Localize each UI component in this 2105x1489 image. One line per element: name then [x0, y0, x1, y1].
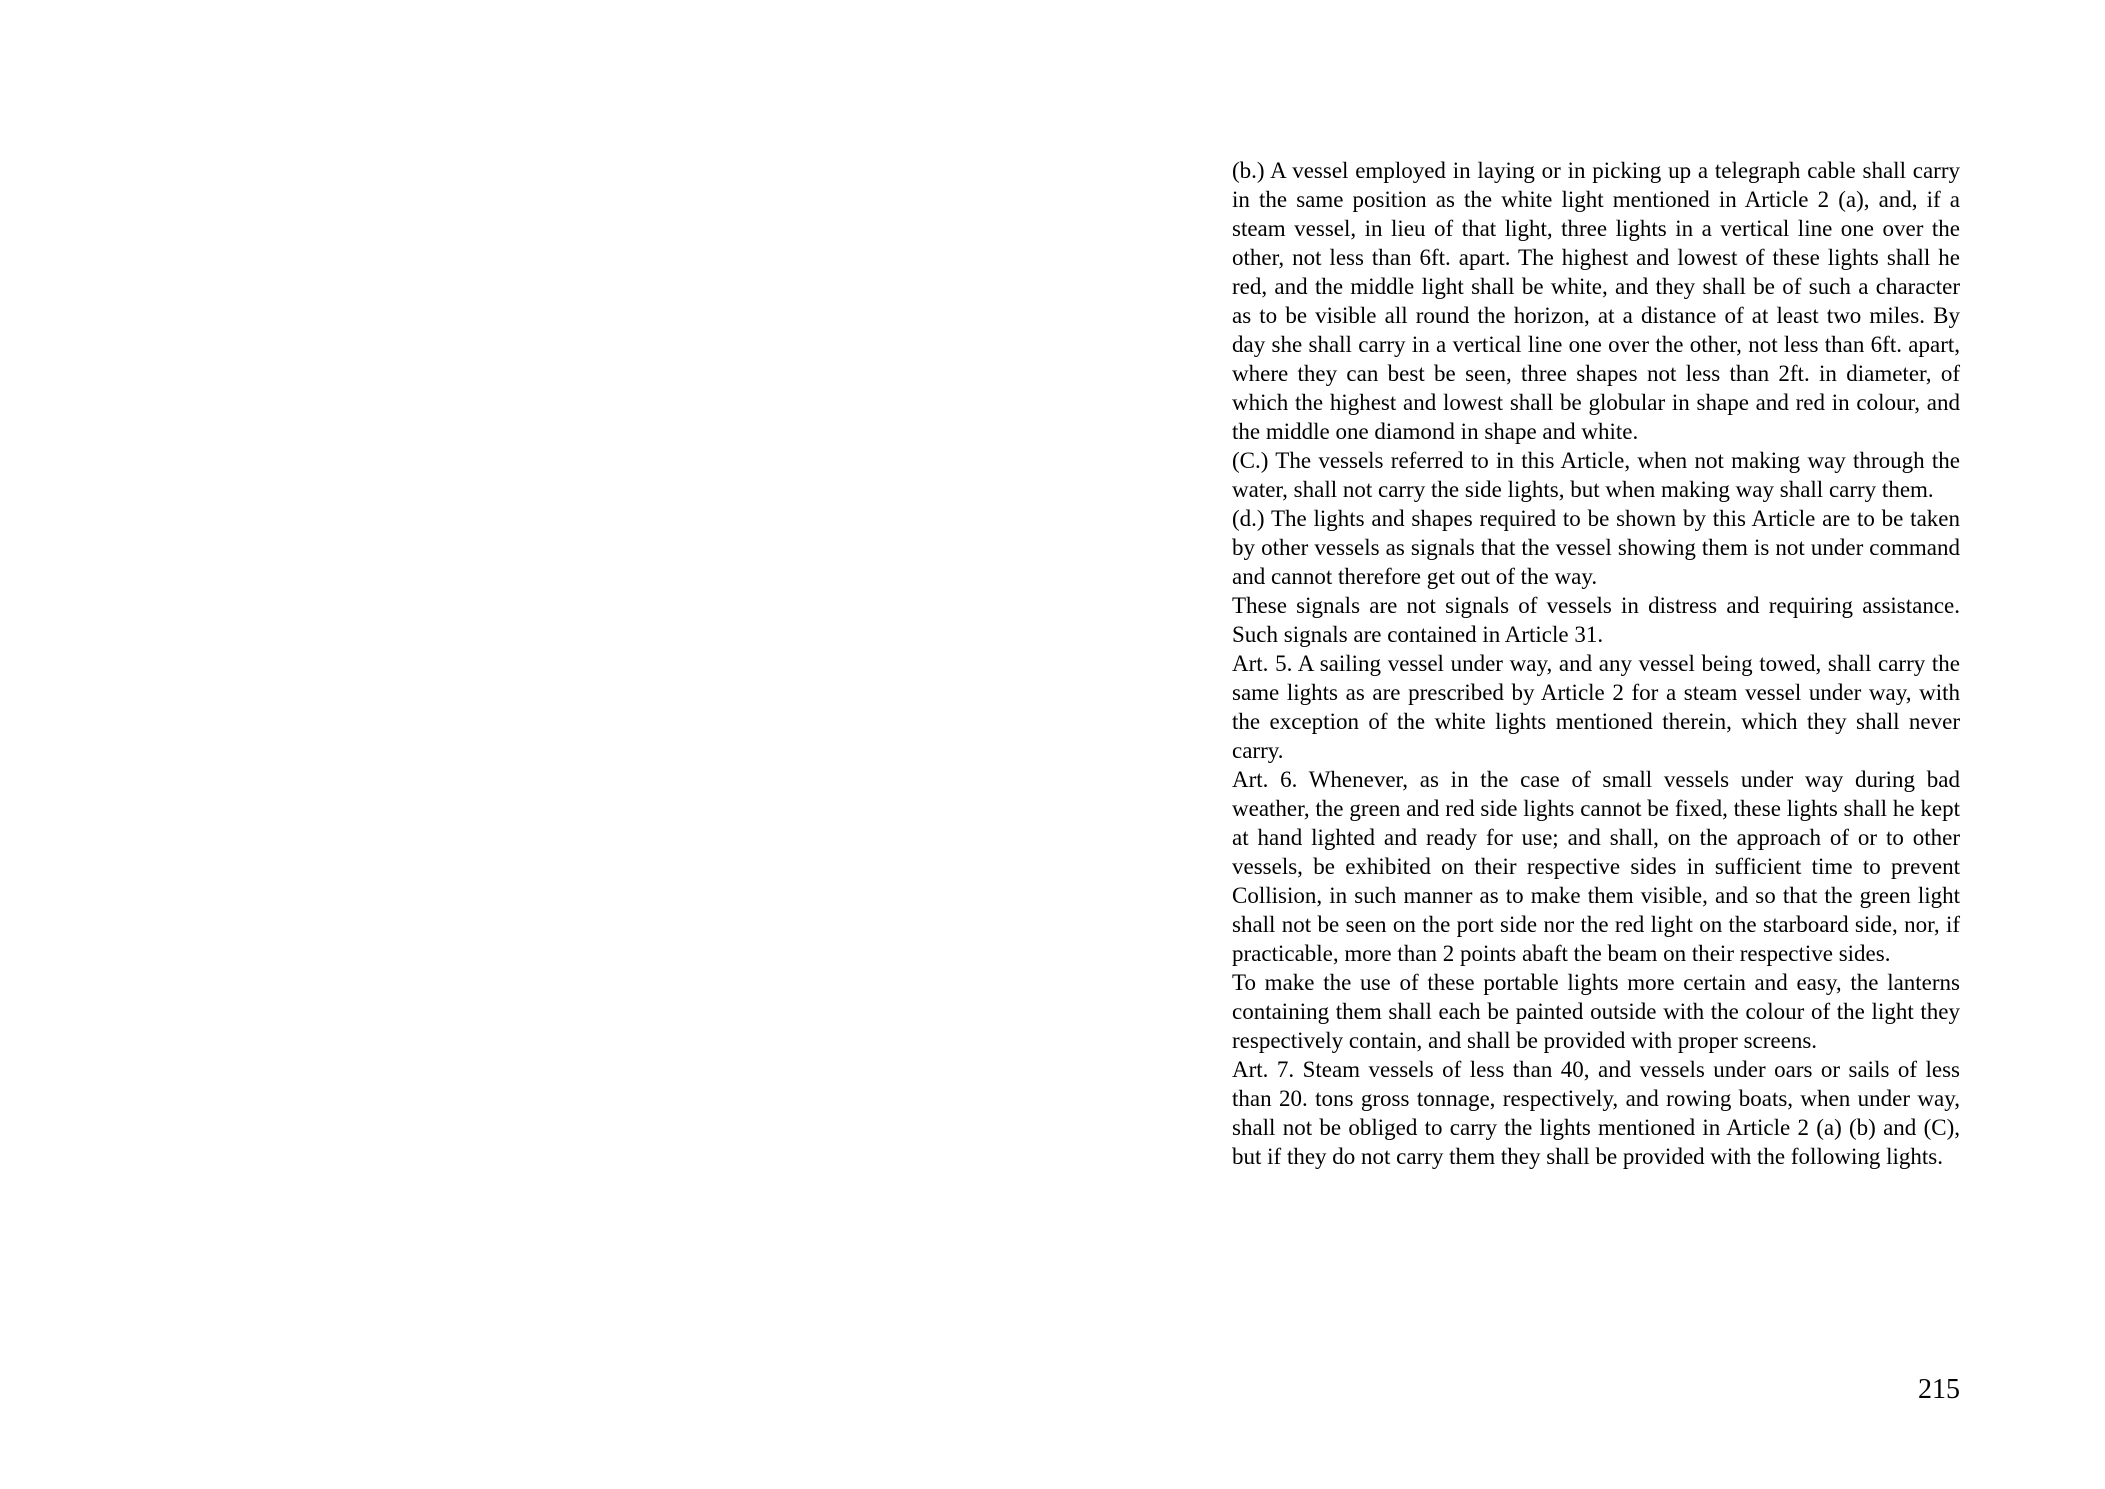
page-number: 215 — [1918, 1374, 1960, 1405]
paragraph-distress-note: These signals are not signals of vessels in distress and requiring assistance. Such signals are contained in Article 31. — [1232, 593, 1960, 647]
paragraph-art-5: Art. 5. A sailing vessel under way, and any vessel being towed, shall carry the same lights as are prescribed by Article 2 for a steam vessel under way, with the exception of the white lights mentioned therein, which they shall never carry. — [1232, 651, 1960, 763]
paragraph-art-7: Art. 7. Steam vessels of less than 40, and vessels under oars or sails of less than 20. tons gross tonnage, respectively, and rowing boats, when under way, shall not be obliged to carry the lights mentioned in Article 2 (a) (b) and (C), but if they do not carry them they shall be provided with the following lights. — [1232, 1057, 1960, 1169]
paragraph-portable-lights: To make the use of these portable lights more certain and easy, the lanterns containing them shall each be painted outside with the colour of the light they respectively contain, and shall be provided with proper screens. — [1232, 970, 1960, 1053]
paragraph-b-telegraph-cable: (b.) A vessel employed in laying or in picking up a telegraph cable shall carry in the same position as the white light mentioned in Article 2 (a), and, if a steam vessel, in lieu of that light, three lights in a vertical line one over the other, not less than 6ft. apart. The highest and lowest of these lights shall he red, and the middle light shall be white, and they shall be of such a character as to be visible all round the horizon, at a distance of at least two miles. By day she shall carry in a vertical line one over the other, not less than 6ft. apart, where they can best be seen, three shapes not less than 2ft. in diameter, of which the highest and lowest shall be globular in shape and red in colour, and the middle one diamond in shape and white. — [1232, 158, 1960, 444]
body-text — [1232, 156, 1960, 1171]
paragraph-c-side-lights: (C.) The vessels referred to in this Article, when not making way through the water, shall not carry the side lights, but when making way shall carry them. — [1232, 448, 1960, 502]
paragraph-art-6: Art. 6. Whenever, as in the case of small vessels under way during bad weather, the green and red side lights cannot be fixed, these lights shall he kept at hand lighted and ready for use; and shall, on the approach of or to other vessels, be exhibited on their respective sides in sufficient time to prevent Collision, in such manner as to make them visible, and so that the green light shall not be seen on the port side nor the red light on the starboard side, nor, if practicable, more than 2 points abaft the beam on their respective sides. — [1232, 767, 1960, 966]
right-page — [1052, 0, 2105, 1489]
paragraph-d-signals: (d.) The lights and shapes required to be shown by this Article are to be taken by other vessels as signals that the vessel showing them is not under command and cannot therefore get out of the way. — [1232, 506, 1960, 589]
left-page-blank — [0, 0, 1052, 1489]
